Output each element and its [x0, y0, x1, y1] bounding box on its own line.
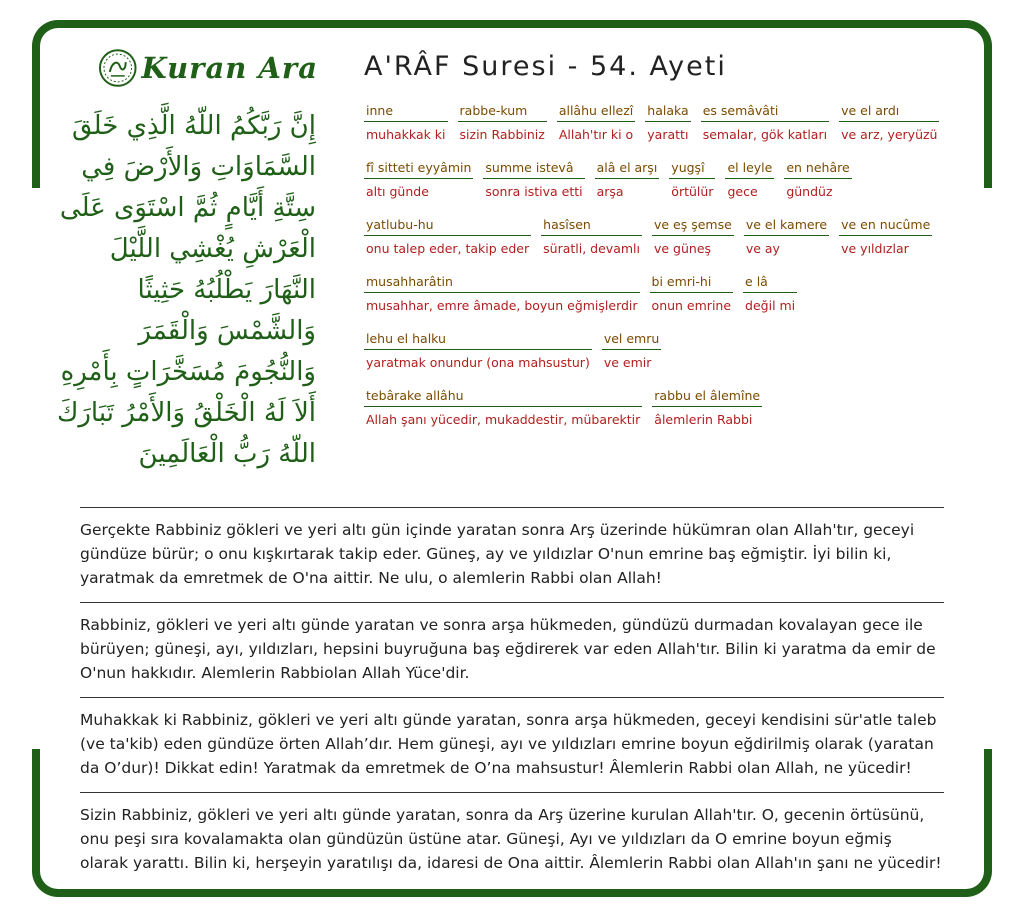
word-row: [364, 158, 924, 215]
word-item[interactable]: [483, 158, 584, 215]
word-transliteration: halaka: [645, 101, 690, 122]
word-meaning: değil mi: [745, 298, 796, 313]
word-item[interactable]: [645, 101, 690, 158]
word-row: [364, 101, 938, 158]
word-meaning: Allah'tır ki o: [558, 127, 634, 142]
word-row: [364, 386, 924, 443]
word-transliteration: alâ el arşı: [595, 158, 660, 179]
word-item[interactable]: [839, 215, 932, 272]
word-item[interactable]: [364, 386, 642, 443]
page-title: A'RÂF Suresi - 54. Ayeti: [364, 51, 727, 82]
word-meaning: musahhar, emre âmade, boyun eğmişlerdir: [366, 298, 638, 313]
word-transliteration: ve el ardı: [839, 101, 939, 122]
word-transliteration: es semâvâti: [701, 101, 829, 122]
word-meaning: sizin Rabbiniz: [459, 127, 545, 142]
word-meaning: altı günde: [366, 184, 429, 199]
word-meaning: ve arz, yeryüzü: [841, 127, 938, 142]
word-transliteration: musahharâtin: [364, 272, 640, 293]
word-meaning: semalar, gök katları: [702, 127, 828, 142]
word-meaning: gündüz: [786, 184, 833, 199]
translation-paragraph: Gerçekte Rabbiniz gökleri ve yeri altı gün içinde yaratan sonra Arş üzerinde hükümran olan Allah'tır, geceyi gündüze bürür; o onu kışkırtarak takip eder. Güneş, ay ve yıldızlar O'nun emrine baş eğmiştir. İyi bilin ki, yaratmak da emretmek de O'na aittir. Ne ulu, o alemlerin Rabbi olan Allah!: [80, 507, 944, 602]
translation-paragraph: Rabbiniz, gökleri ve yeri altı günde yaratan ve sonra arşa hükmeden, gündüzü durmadan kovalayan gece ile bürüyen; güneşi, ayı, yıldızları, hepsini buyruğuna baş eğdirerek var eden Allah'tır. Bilin ki yaratma da emir de O'nun hakkıdır. Alemlerin Rabbiolan Allah Yüce'dir.: [80, 602, 944, 697]
word-item[interactable]: [364, 215, 531, 272]
word-item[interactable]: [602, 329, 661, 386]
word-transliteration: hasîsen: [541, 215, 642, 236]
arabic-line: سِتَّةِ أَيَّامٍ ثُمَّ اسْتَوَى عَلَى: [59, 193, 316, 223]
logo-text: Kuran Ara: [141, 51, 318, 85]
arabic-verse: [50, 106, 316, 475]
word-item[interactable]: [364, 272, 640, 329]
word-transliteration: e lâ: [743, 272, 797, 293]
word-transliteration: bi emri-hi: [650, 272, 733, 293]
word-meaning: ve güneş: [653, 241, 712, 256]
word-meaning: sonra istiva etti: [485, 184, 583, 199]
translation-paragraph: Muhakkak ki Rabbiniz, gökleri ve yeri altı günde yaratan, sonra arşa hükmeden, geceyi kendisini sür'atle taleb (ve ta'kib) eden gündüze örten Allah’dır. Hem güneşi, ayı ve yıldızları emrine boyun eğdirilmiş olarak (yaratan da O’dur)! Dikkat edin! Yaratmak da emretmek de O’na mahsustur! Âlemlerin Rabbi olan Allah, ne yücedir!: [80, 697, 944, 792]
word-meaning: Allah şanı yücedir, mukaddestir, mübarektir: [366, 412, 641, 427]
word-meaning: ve yıldızlar: [841, 241, 909, 256]
word-transliteration: rabbe-kum: [458, 101, 547, 122]
word-meaning: onu talep eder, takip eder: [366, 241, 530, 256]
word-transliteration: inne: [364, 101, 448, 122]
word-by-word-grid: [364, 101, 938, 443]
word-transliteration: tebârake allâhu: [364, 386, 642, 407]
arabic-line: أَلاَ لَهُ الْخَلْقُ وَالأَمْرُ تَبَارَكَ: [56, 398, 316, 428]
word-item[interactable]: [669, 158, 715, 215]
word-item[interactable]: [652, 386, 762, 443]
word-item[interactable]: [650, 272, 733, 329]
word-item[interactable]: [557, 101, 635, 158]
arabic-line: اللّهُ رَبُّ الْعَالَمِينَ: [138, 439, 316, 469]
word-transliteration: ve en nucûme: [839, 215, 932, 236]
word-item[interactable]: [652, 215, 734, 272]
word-transliteration: ve el kamere: [744, 215, 829, 236]
word-meaning: yaratmak onundur (ona mahsustur): [366, 355, 590, 370]
arabic-line: السَّمَاوَاتِ وَالأَرْضَ فِي: [81, 152, 316, 182]
word-transliteration: lehu el halku: [364, 329, 592, 350]
word-item[interactable]: [364, 158, 473, 215]
arabic-line: إِنَّ رَبَّكُمُ اللّهُ الَّذِي خَلَقَ: [71, 111, 316, 141]
arabic-line: النَّهَارَ يَطْلُبُهُ حَثِيثًا: [137, 275, 316, 305]
word-transliteration: en nehâre: [784, 158, 851, 179]
word-item[interactable]: [839, 101, 939, 158]
word-item[interactable]: [784, 158, 851, 215]
word-meaning: arşa: [596, 184, 624, 199]
word-meaning: süratli, devamlı: [543, 241, 640, 256]
word-item[interactable]: [458, 101, 547, 158]
word-transliteration: yugşî: [669, 158, 715, 179]
translations-list: [80, 507, 944, 887]
word-transliteration: el leyle: [725, 158, 774, 179]
arabic-line: الْعَرْشِ يُغْشِي اللَّيْلَ: [109, 234, 316, 264]
word-item[interactable]: [364, 329, 592, 386]
word-row: [364, 215, 931, 272]
word-meaning: ve emir: [603, 355, 652, 370]
word-item[interactable]: [744, 215, 829, 272]
word-item[interactable]: [743, 272, 797, 329]
site-logo[interactable]: [98, 46, 318, 90]
word-item[interactable]: [364, 101, 448, 158]
quran-emblem-icon: [98, 48, 138, 88]
word-item[interactable]: [541, 215, 642, 272]
word-transliteration: vel emru: [602, 329, 661, 350]
word-item[interactable]: [595, 158, 660, 215]
word-meaning: gece: [727, 184, 758, 199]
arabic-line: وَالشَّمْسَ وَالْقَمَرَ: [138, 316, 316, 346]
word-meaning: yarattı: [647, 127, 689, 142]
word-meaning: örtülür: [671, 184, 714, 199]
word-row: [364, 329, 924, 386]
word-item[interactable]: [701, 101, 829, 158]
word-transliteration: ve eş şemse: [652, 215, 734, 236]
arabic-line: وَالنُّجُومَ مُسَخَّرَاتٍ بِأَمْرِهِ: [60, 357, 316, 387]
translation-paragraph: Sizin Rabbiniz, gökleri ve yeri altı günde yaratan, sonra da Arş üzerine kurulan Allah'tır. O, gecenin örtüsünü, onu peşi sıra kovalamakta olan gündüzün üstüne atar. Güneşi, Ayı ve yıldızları da O emrine boyun eğmiş olarak yarattı. Bilin ki, herşeyin yaratılışı da, idaresi de Ona aittir. Âlemlerin Rabbi olan Allah'ın şanı ne yücedir!: [80, 792, 944, 887]
word-meaning: muhakkak ki: [366, 127, 446, 142]
word-transliteration: allâhu ellezî: [557, 101, 635, 122]
word-item[interactable]: [725, 158, 774, 215]
word-meaning: âlemlerin Rabbi: [654, 412, 753, 427]
word-row: [364, 272, 924, 329]
word-transliteration: rabbu el âlemîne: [652, 386, 762, 407]
word-transliteration: summe istevâ: [483, 158, 584, 179]
word-meaning: ve ay: [745, 241, 780, 256]
word-transliteration: yatlubu-hu: [364, 215, 531, 236]
word-transliteration: fî sitteti eyyâmin: [364, 158, 473, 179]
word-meaning: onun emrine: [651, 298, 732, 313]
